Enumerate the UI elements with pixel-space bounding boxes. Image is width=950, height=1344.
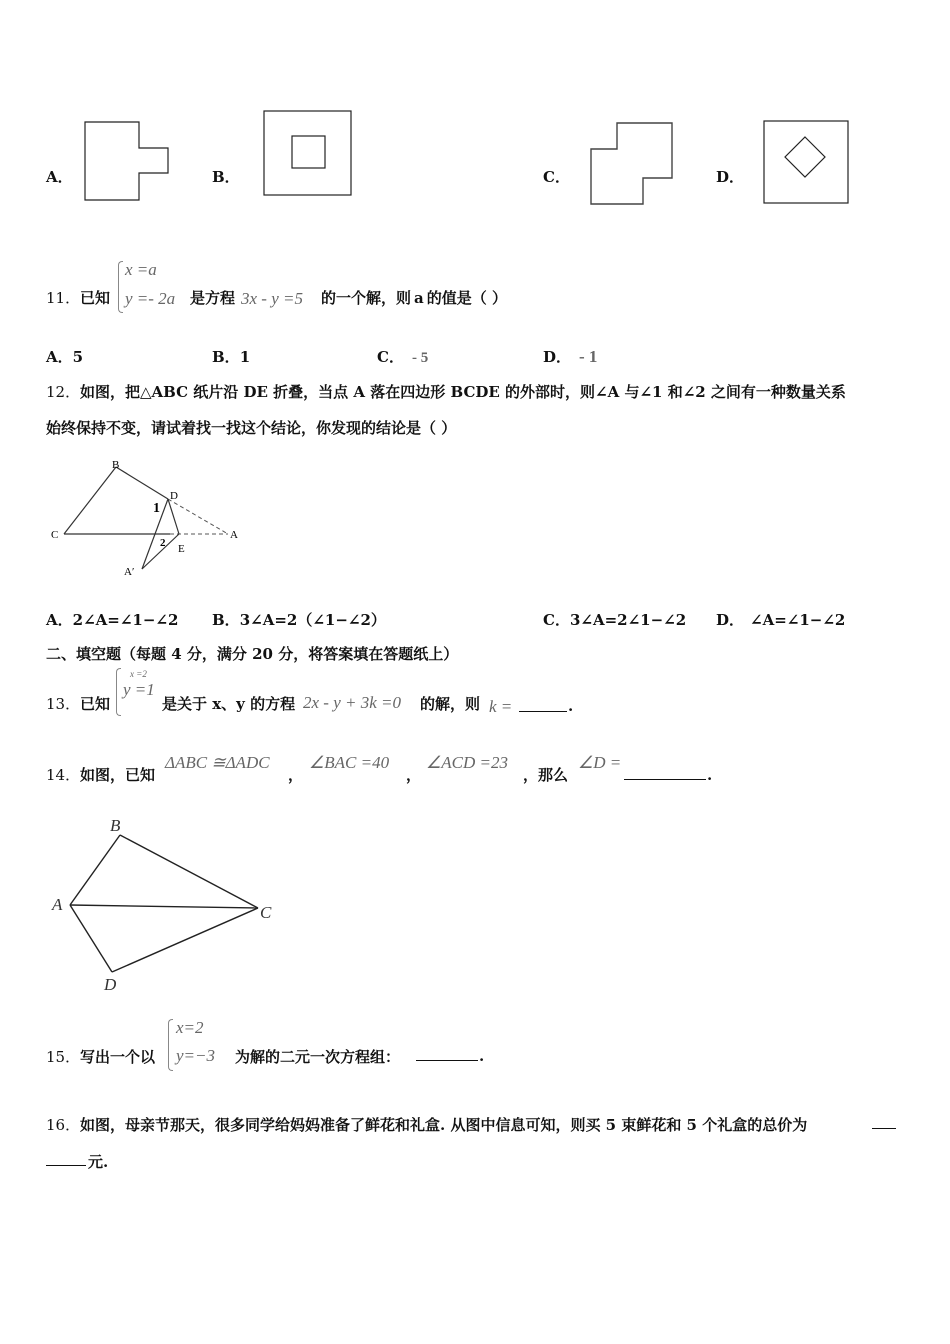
q11-pre-text: 已知 <box>80 289 111 307</box>
q13-post-text: 的解，则 <box>420 695 481 713</box>
q11-option-a: A．5 <box>46 348 84 366</box>
q12-text-line2: 始终保持不变，请试着找一找这个结论，你发现的结论是（ ） <box>46 419 457 437</box>
q11-system-line1: x =a <box>125 260 157 279</box>
q16-text-line1: 如图，母亲节那天，很多同学给妈妈准备了鲜花和礼盒. 从图中信息可知，则买 5 束鲜花和 5 个礼盒的总价为 <box>80 1116 808 1134</box>
q10-option-b-label: B． <box>212 168 240 186</box>
q12-number: 12． <box>46 383 81 401</box>
q12-label-c: C <box>51 529 59 541</box>
q15-post-text: 为解的二元一次方程组： <box>235 1048 401 1066</box>
q14-comma-2: ， <box>406 766 422 784</box>
q15-system-line2: y=−3 <box>176 1046 215 1065</box>
q11-mid-text: 是方程 <box>190 289 236 307</box>
q13-system-line2: y =1 <box>123 680 155 699</box>
q13-pre-text: 已知 <box>80 695 111 713</box>
q12-label-a-prime: A′ <box>124 566 135 578</box>
q15-pre-text: 写出一个以 <box>80 1048 156 1066</box>
q11-option-c: C． - 5 <box>377 348 429 366</box>
q13-brace <box>116 668 121 716</box>
q11-brace <box>118 261 123 313</box>
q14-number: 14． <box>46 766 81 784</box>
q15-end: . <box>479 1047 485 1065</box>
q15-answer-blank[interactable] <box>416 1046 478 1061</box>
q12-label-b: B <box>112 459 120 471</box>
q16-answer-blank-part2[interactable] <box>46 1151 86 1166</box>
q16-line2-end: 元. <box>88 1153 109 1171</box>
q12-angle-1: 1 <box>153 501 160 516</box>
q14-comma-3: ，那么 <box>523 766 569 784</box>
q15-system-line1: x=2 <box>176 1018 204 1037</box>
q11-post-text: 的一个解，则 a 的值是（ ） <box>321 289 507 307</box>
q14-expr-congruent: ΔABC ≅ΔADC <box>165 753 270 772</box>
q14-label-b: B <box>110 816 121 835</box>
q12-text-line1: 如图，把△ABC 纸片沿 DE 折叠，当点 A 落在四边形 BCDE 的外部时，则∠A 与∠1 和∠2 之间有一种数量关系 <box>80 383 846 401</box>
q14-expr-bac: ∠BAC =40 <box>309 753 390 772</box>
q14-expr-acd: ∠ACD =23 <box>426 753 508 772</box>
q14-label-d: D <box>104 975 117 994</box>
q12-option-b: B．3∠A=2（∠1−∠2） <box>212 611 386 629</box>
q13-number: 13． <box>46 695 81 713</box>
q14-figure <box>46 810 286 995</box>
q11-option-b: B．1 <box>212 348 251 366</box>
q11-option-d: D． - 1 <box>543 347 598 366</box>
q15-brace <box>168 1019 173 1071</box>
q14-answer-blank[interactable] <box>624 765 706 780</box>
q14-pre-text: 如图，已知 <box>80 766 156 784</box>
q10-option-d-label: D． <box>716 168 745 186</box>
q14-label-c: C <box>260 903 272 922</box>
q10-figure-c <box>586 118 678 210</box>
q14-comma-1: ， <box>288 766 304 784</box>
q11-system-line2: y =- 2a <box>125 289 176 308</box>
q13-system-line1: x =2 <box>130 669 147 679</box>
q10-figure-b <box>260 107 356 199</box>
q12-angle-2: 2 <box>160 537 166 549</box>
q12-label-d: D <box>170 490 178 502</box>
q11-equation: 3x - y =5 <box>241 289 303 308</box>
q10-option-a-label: A． <box>46 168 73 186</box>
q12-figure <box>46 455 246 580</box>
q14-end: . <box>707 766 713 784</box>
q16-number: 16． <box>46 1116 81 1134</box>
q13-answer-var: k = <box>489 697 513 716</box>
q11-number: 11． <box>46 289 81 307</box>
q12-option-d: D． ∠A=∠1−∠2 <box>716 611 846 629</box>
q10-figure-d <box>760 117 854 207</box>
q10-figure-a <box>80 118 175 206</box>
q13-end: . <box>568 697 574 715</box>
q12-label-a: A <box>230 529 238 541</box>
q14-label-a: A <box>52 895 63 914</box>
q12-option-a: A．2∠A=∠1−∠2 <box>46 611 179 629</box>
q15-number: 15． <box>46 1048 81 1066</box>
q14-expr-d: ∠D = <box>578 753 622 772</box>
q13-equation: 2x - y + 3k =0 <box>303 693 401 712</box>
q12-option-c: C．3∠A=2∠1−∠2 <box>543 611 687 629</box>
q13-answer-blank[interactable] <box>519 697 567 712</box>
q13-mid-text: 是关于 x、y 的方程 <box>162 695 296 713</box>
q16-answer-blank-part1[interactable] <box>872 1114 896 1129</box>
section-2-title: 二、填空题（每题 4 分，满分 20 分，将答案填在答题纸上） <box>46 645 459 663</box>
q12-label-e: E <box>178 543 185 555</box>
q10-option-c-label: C． <box>543 168 570 186</box>
